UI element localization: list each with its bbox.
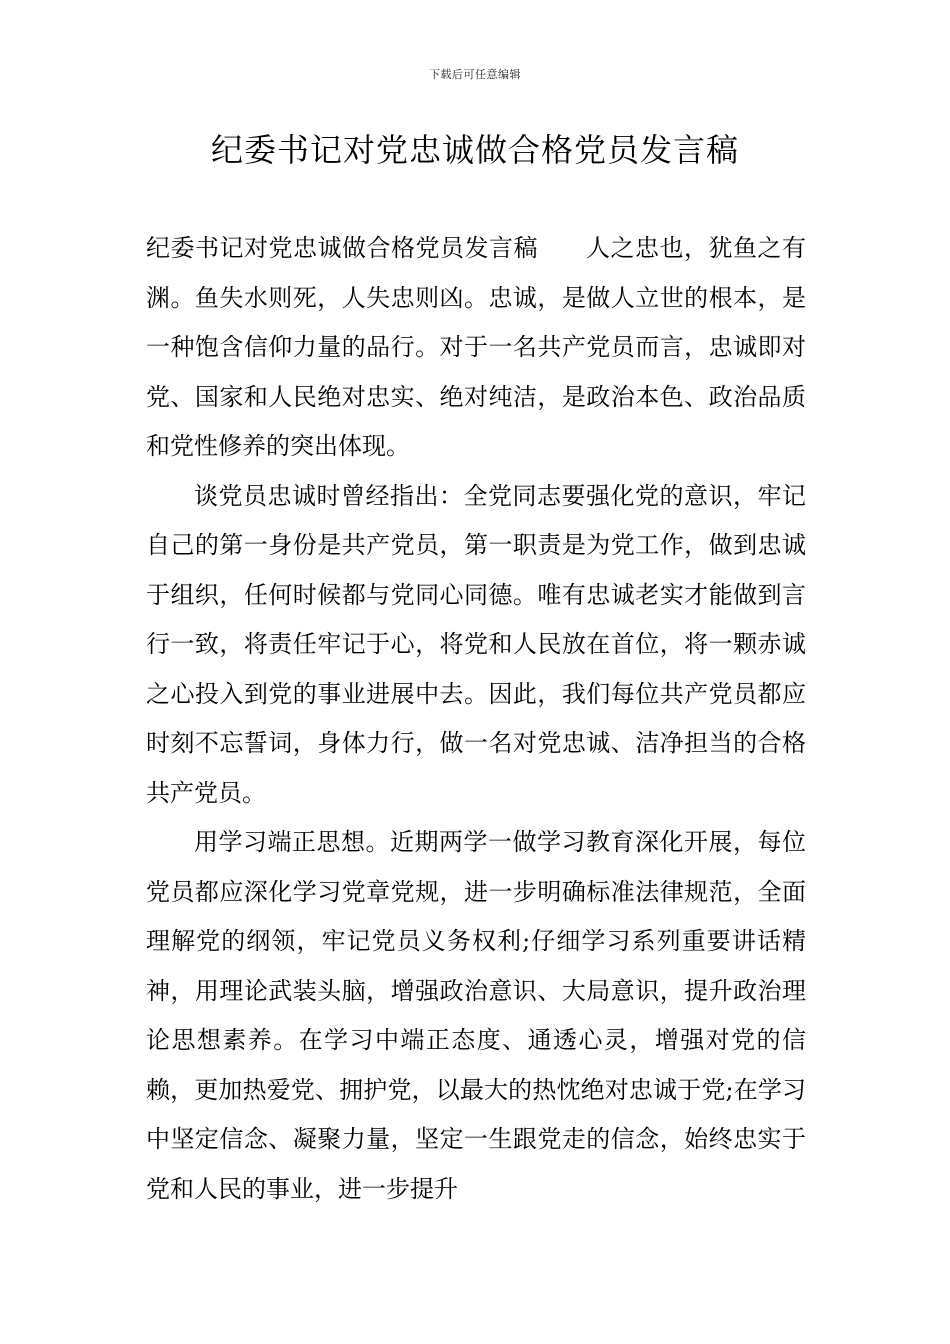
intro-title: 纪委书记对党忠诚做合格党员发言稿 (146, 234, 538, 262)
header-note: 下载后可任意编辑 (429, 68, 521, 81)
paragraph-text: 人之忠也，犹鱼之有渊。鱼失水则死，人失忠则凶。忠诚，是做人立世的根本，是一种饱含信仰力量的品行。对于一名共产党员而言，忠诚即对党、国家和人民绝对忠实、绝对纯洁，是政治本色、政治品质和党性修养的突出体现。 (146, 234, 806, 460)
document-title: 纪委书记对党忠诚做合格党员发言稿 (210, 131, 739, 169)
paragraph-intro (146, 224, 806, 472)
paragraph: 用学习端正思想。近期两学一做学习教育深化开展，每位党员都应深化学习党章党规，进一步明确标准法律规范，全面理解党的纲领，牢记党员义务权利;仔细学习系列重要讲话精神，用理论武装头脑，增强政治意识、大局意识，提升政治理论思想素养。在学习中端正态度、通透心灵，增强对党的信赖，更加热爱党、拥护党，以最大的热忱绝对忠诚于党;在学习中坚定信念、凝聚力量，坚定一生跟党走的信念，始终忠实于党和人民的事业，进一步提升 (146, 828, 806, 1203)
paragraph: 谈党员忠诚时曾经指出：全党同志要强化党的意识，牢记自己的第一身份是共产党员，第一职责是为党工作，做到忠诚于组织，任何时候都与党同心同德。唯有忠诚老实才能做到言行一致，将责任牢记于心，将党和人民放在首位，将一颗赤诚之心投入到党的事业进展中去。因此，我们每位共产党员都应时刻不忘誓词，身体力行，做一名对党忠诚、洁净担当的合格共产党员。 (146, 481, 806, 807)
document-body (146, 224, 806, 1214)
